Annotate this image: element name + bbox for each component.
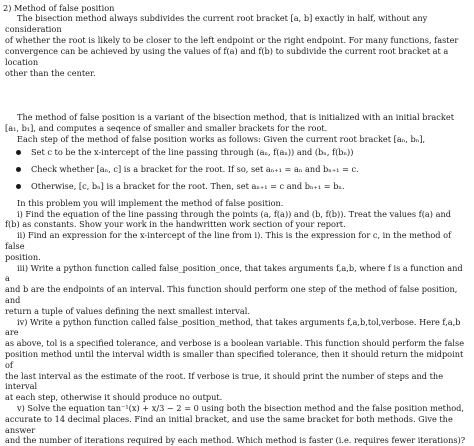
body-line: iii) Write a python function called false_position_once, that takes arguments f,a,b, where f is a function and a bbox=[5, 262, 463, 284]
method-description bbox=[5, 112, 468, 446]
body-line: ii) Find an expression for the x-intercept of the line from i). This is the expression for c, in the method of false bbox=[5, 230, 452, 251]
step-item: Otherwise, [c, bₙ] is a bracket for the root. Then, set aₙ₊₁ = c and bₙ₊₁ = bₙ. bbox=[5, 181, 468, 192]
body-line: the last interval as the estimate of the root. If verbose is true, it should print the number of steps and the interval bbox=[5, 370, 444, 392]
bullet-icon bbox=[16, 167, 21, 172]
body-line: i) Find the equation of the line passing through the points (a, f(a)) and (b, f(b)). Treat the values f(a) and bbox=[17, 208, 451, 219]
step-item: Set c to be the x-intercept of the line passing through (aₙ, f(aₙ)) and (bₙ, f(bₙ)) bbox=[5, 147, 468, 158]
body-line: iv) Write a python function called false_position_method, that takes arguments f,a,b,tol,verbose. Here f,a,b are bbox=[5, 316, 461, 338]
intro-line: other than the center. bbox=[5, 68, 96, 78]
body-line: [a₁, b₁], and computes a seqence of smaller and smaller brackets for the root. bbox=[5, 122, 328, 133]
intro-paragraph bbox=[5, 13, 468, 79]
problem-heading: 2) Method of false position bbox=[3, 3, 115, 13]
body-line: and b are the endpoints of an interval. This function should perform one step of the method of false position, and bbox=[5, 284, 458, 305]
body-line: position. bbox=[5, 251, 41, 262]
body-line: v) Solve the equation tan⁻¹(x) + x/3 − 2 = 0 using both the bisection method and the false position method, bbox=[17, 402, 465, 413]
intro-line: convergence can be achieved by using the values of f(a) and f(b) to subdivide the current root bracket at a location bbox=[5, 46, 449, 67]
body-line: as above, tol is a specified tolerance, and verbose is a boolean variable. This function should perform the false bbox=[5, 338, 465, 349]
step-item: Check whether [aₙ, c] is a bracket for the root. If so, set aₙ₊₁ = aₙ and bₙ₊₁ = c. bbox=[5, 164, 468, 175]
bullet-icon bbox=[16, 184, 21, 189]
step-list bbox=[5, 147, 468, 191]
body-line: f(b) as constants. Show your work in the handwritten work section of your report. bbox=[5, 219, 346, 230]
body-line: Each step of the method of false position works as follows: Given the current root bracket [aₙ, bₙ], bbox=[17, 133, 426, 144]
body-line: accurate to 14 decimal places. Find an initial bracket, and use the same bracket for both methods. Give the answer bbox=[5, 413, 453, 435]
body-line: at each step, otherwise it should produce no output. bbox=[5, 392, 223, 403]
body-line: The method of false position is a variant of the bisection method, that is initialized with an initial bracket bbox=[17, 112, 454, 122]
body-line: and the number of iterations required by each method. Which method is faster (i.e. requires fewer iterations)? bbox=[5, 435, 466, 446]
bullet-icon bbox=[16, 150, 21, 155]
body-line: In this problem you will implement the method of false position. bbox=[17, 197, 284, 208]
intro-line: The bisection method always subdivides the current root bracket [a, b] exactly in half, without any consideration bbox=[5, 13, 428, 34]
intro-line: of whether the root is likely to be closer to the left endpoint or the right endpoint. For many functions, faster bbox=[5, 35, 459, 45]
body-line: return a tuple of values defining the next smallest interval. bbox=[5, 305, 250, 316]
body-line: position method until the interval width is smaller than specified tolerance, then it should return the midpoint of bbox=[5, 348, 464, 370]
